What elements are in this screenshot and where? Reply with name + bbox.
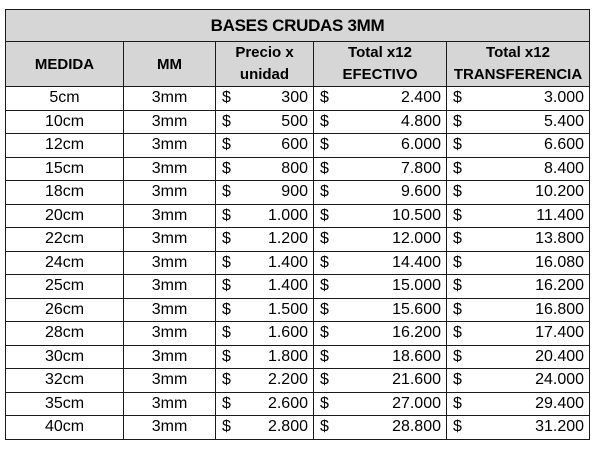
cell-total-transferencia <box>447 228 590 252</box>
currency-symbol: $ <box>453 371 462 389</box>
cell-precio-unidad <box>216 416 314 440</box>
amount: 16.200 <box>392 324 441 342</box>
currency-symbol: $ <box>453 136 462 154</box>
cell-mm: 3mm <box>124 181 216 205</box>
amount: 20.400 <box>535 347 585 365</box>
cell-total-transferencia <box>447 157 590 181</box>
header-total-transferencia <box>447 42 590 87</box>
header-transfer-line1: Total x12 <box>486 44 550 61</box>
cell-medida: 30cm <box>6 345 124 369</box>
cell-medida: 26cm <box>6 298 124 322</box>
amount: 11.400 <box>536 206 585 224</box>
cell-total-efectivo <box>314 275 447 299</box>
cell-medida: 15cm <box>6 157 124 181</box>
amount: 6.600 <box>543 136 585 154</box>
cell-medida: 12cm <box>6 134 124 158</box>
amount: 24.000 <box>535 371 585 389</box>
cell-mm: 3mm <box>124 110 216 134</box>
cell-total-efectivo <box>314 369 447 393</box>
currency-symbol: $ <box>453 89 462 107</box>
table-row <box>6 251 590 275</box>
cell-total-transferencia <box>447 298 590 322</box>
amount: 9.600 <box>400 183 441 201</box>
amount: 17.400 <box>535 324 585 342</box>
header-total-efectivo <box>314 42 447 87</box>
table-header-row <box>6 42 590 87</box>
amount: 27.000 <box>392 394 441 412</box>
currency-symbol: $ <box>320 347 329 365</box>
amount: 900 <box>281 183 308 201</box>
cell-total-transferencia <box>447 181 590 205</box>
cell-precio-unidad <box>216 298 314 322</box>
currency-symbol: $ <box>453 347 462 365</box>
cell-mm: 3mm <box>124 416 216 440</box>
cell-medida: 32cm <box>6 369 124 393</box>
amount: 8.400 <box>543 159 585 177</box>
cell-total-transferencia <box>447 110 590 134</box>
header-efectivo-line2: EFECTIVO <box>342 66 418 83</box>
table-row <box>6 298 590 322</box>
amount: 2.400 <box>400 89 441 107</box>
currency-symbol: $ <box>453 394 462 412</box>
cell-medida: 22cm <box>6 228 124 252</box>
cell-total-efectivo <box>314 298 447 322</box>
currency-symbol: $ <box>320 136 329 154</box>
cell-precio-unidad <box>216 204 314 228</box>
currency-symbol: $ <box>320 253 329 271</box>
amount: 1.400 <box>267 253 308 271</box>
amount: 2.600 <box>267 394 308 412</box>
table-row <box>6 369 590 393</box>
currency-symbol: $ <box>222 159 231 177</box>
currency-symbol: $ <box>453 112 462 130</box>
cell-mm: 3mm <box>124 87 216 111</box>
header-precio-line2: unidad <box>239 66 290 83</box>
currency-symbol: $ <box>453 277 462 295</box>
currency-symbol: $ <box>453 418 462 436</box>
currency-symbol: $ <box>222 347 231 365</box>
amount: 2.800 <box>267 418 308 436</box>
currency-symbol: $ <box>320 230 329 248</box>
currency-symbol: $ <box>222 371 231 389</box>
amount: 28.800 <box>392 418 441 436</box>
table-row <box>6 416 590 440</box>
table-row <box>6 87 590 111</box>
currency-symbol: $ <box>320 300 329 318</box>
table-title: BASES CRUDAS 3MM <box>6 10 590 42</box>
table-row <box>6 157 590 181</box>
amount: 6.000 <box>400 136 441 154</box>
amount: 800 <box>281 159 308 177</box>
table-row <box>6 228 590 252</box>
table-row <box>6 392 590 416</box>
cell-mm: 3mm <box>124 134 216 158</box>
amount: 10.500 <box>392 206 441 224</box>
currency-symbol: $ <box>222 136 231 154</box>
table-row <box>6 134 590 158</box>
amount: 31.200 <box>535 418 585 436</box>
cell-mm: 3mm <box>124 392 216 416</box>
currency-symbol: $ <box>320 394 329 412</box>
currency-symbol: $ <box>320 418 329 436</box>
currency-symbol: $ <box>222 277 231 295</box>
amount: 14.400 <box>392 253 441 271</box>
amount: 1.200 <box>267 230 308 248</box>
currency-symbol: $ <box>222 206 231 224</box>
currency-symbol: $ <box>453 253 462 271</box>
cell-total-efectivo <box>314 134 447 158</box>
cell-mm: 3mm <box>124 204 216 228</box>
amount: 1.400 <box>267 277 308 295</box>
cell-medida: 35cm <box>6 392 124 416</box>
amount: 10.200 <box>535 183 585 201</box>
cell-medida: 18cm <box>6 181 124 205</box>
currency-symbol: $ <box>320 89 329 107</box>
currency-symbol: $ <box>320 112 329 130</box>
amount: 21.600 <box>392 371 441 389</box>
cell-precio-unidad <box>216 110 314 134</box>
cell-total-efectivo <box>314 416 447 440</box>
amount: 15.600 <box>392 300 441 318</box>
cell-total-efectivo <box>314 322 447 346</box>
cell-mm: 3mm <box>124 275 216 299</box>
cell-precio-unidad <box>216 369 314 393</box>
cell-total-transferencia <box>447 275 590 299</box>
header-medida: MEDIDA <box>6 42 124 87</box>
cell-total-efectivo <box>314 204 447 228</box>
cell-precio-unidad <box>216 275 314 299</box>
cell-medida: 10cm <box>6 110 124 134</box>
currency-symbol: $ <box>222 324 231 342</box>
currency-symbol: $ <box>320 324 329 342</box>
amount: 1.000 <box>267 206 308 224</box>
currency-symbol: $ <box>222 253 231 271</box>
price-table-container <box>5 9 589 440</box>
currency-symbol: $ <box>320 159 329 177</box>
cell-mm: 3mm <box>124 251 216 275</box>
currency-symbol: $ <box>453 300 462 318</box>
amount: 500 <box>281 112 308 130</box>
cell-medida: 24cm <box>6 251 124 275</box>
header-precio-unidad <box>216 42 314 87</box>
cell-mm: 3mm <box>124 345 216 369</box>
cell-total-efectivo <box>314 157 447 181</box>
cell-medida: 5cm <box>6 87 124 111</box>
cell-precio-unidad <box>216 181 314 205</box>
table-row <box>6 322 590 346</box>
cell-precio-unidad <box>216 251 314 275</box>
table-title-row <box>6 10 590 42</box>
cell-total-efectivo <box>314 110 447 134</box>
cell-total-transferencia <box>447 416 590 440</box>
amount: 300 <box>281 89 308 107</box>
amount: 1.600 <box>267 324 308 342</box>
currency-symbol: $ <box>453 183 462 201</box>
amount: 15.000 <box>392 277 441 295</box>
currency-symbol: $ <box>453 159 462 177</box>
cell-precio-unidad <box>216 345 314 369</box>
amount: 16.200 <box>535 277 585 295</box>
cell-precio-unidad <box>216 157 314 181</box>
currency-symbol: $ <box>453 324 462 342</box>
price-table <box>5 9 590 440</box>
amount: 2.200 <box>267 371 308 389</box>
amount: 16.800 <box>535 300 585 318</box>
header-precio-line1: Precio x <box>235 44 294 61</box>
amount: 600 <box>281 136 308 154</box>
cell-medida: 25cm <box>6 275 124 299</box>
currency-symbol: $ <box>222 89 231 107</box>
cell-total-efectivo <box>314 345 447 369</box>
currency-symbol: $ <box>222 418 231 436</box>
cell-mm: 3mm <box>124 322 216 346</box>
cell-precio-unidad <box>216 228 314 252</box>
amount: 18.600 <box>392 347 441 365</box>
table-row <box>6 275 590 299</box>
cell-total-efectivo <box>314 251 447 275</box>
cell-medida: 40cm <box>6 416 124 440</box>
cell-precio-unidad <box>216 87 314 111</box>
table-row <box>6 110 590 134</box>
amount: 29.400 <box>535 394 585 412</box>
table-row <box>6 204 590 228</box>
currency-symbol: $ <box>222 230 231 248</box>
header-efectivo-line1: Total x12 <box>348 44 412 61</box>
cell-mm: 3mm <box>124 228 216 252</box>
amount: 1.800 <box>267 347 308 365</box>
currency-symbol: $ <box>453 230 462 248</box>
currency-symbol: $ <box>222 394 231 412</box>
table-body <box>6 87 590 440</box>
cell-mm: 3mm <box>124 157 216 181</box>
amount: 1.500 <box>267 300 308 318</box>
header-transfer-line2: TRANSFERENCIA <box>453 66 583 83</box>
cell-total-transferencia <box>447 87 590 111</box>
cell-total-efectivo <box>314 392 447 416</box>
cell-medida: 20cm <box>6 204 124 228</box>
cell-total-transferencia <box>447 322 590 346</box>
cell-total-efectivo <box>314 181 447 205</box>
currency-symbol: $ <box>222 300 231 318</box>
table-row <box>6 345 590 369</box>
cell-mm: 3mm <box>124 298 216 322</box>
currency-symbol: $ <box>320 206 329 224</box>
amount: 12.000 <box>392 230 441 248</box>
currency-symbol: $ <box>453 206 462 224</box>
currency-symbol: $ <box>320 371 329 389</box>
currency-symbol: $ <box>320 277 329 295</box>
currency-symbol: $ <box>222 112 231 130</box>
cell-medida: 28cm <box>6 322 124 346</box>
cell-precio-unidad <box>216 134 314 158</box>
cell-total-transferencia <box>447 392 590 416</box>
cell-precio-unidad <box>216 322 314 346</box>
cell-total-transferencia <box>447 251 590 275</box>
amount: 7.800 <box>400 159 441 177</box>
cell-total-transferencia <box>447 134 590 158</box>
amount: 5.400 <box>543 112 585 130</box>
cell-total-transferencia <box>447 369 590 393</box>
table-row <box>6 181 590 205</box>
cell-total-efectivo <box>314 228 447 252</box>
cell-mm: 3mm <box>124 369 216 393</box>
amount: 13.800 <box>535 230 585 248</box>
header-mm: MM <box>124 42 216 87</box>
currency-symbol: $ <box>222 183 231 201</box>
cell-total-transferencia <box>447 345 590 369</box>
amount: 4.800 <box>400 112 441 130</box>
amount: 16.080 <box>535 253 585 271</box>
amount: 3.000 <box>543 89 585 107</box>
cell-precio-unidad <box>216 392 314 416</box>
currency-symbol: $ <box>320 183 329 201</box>
cell-total-transferencia <box>447 204 590 228</box>
cell-total-efectivo <box>314 87 447 111</box>
